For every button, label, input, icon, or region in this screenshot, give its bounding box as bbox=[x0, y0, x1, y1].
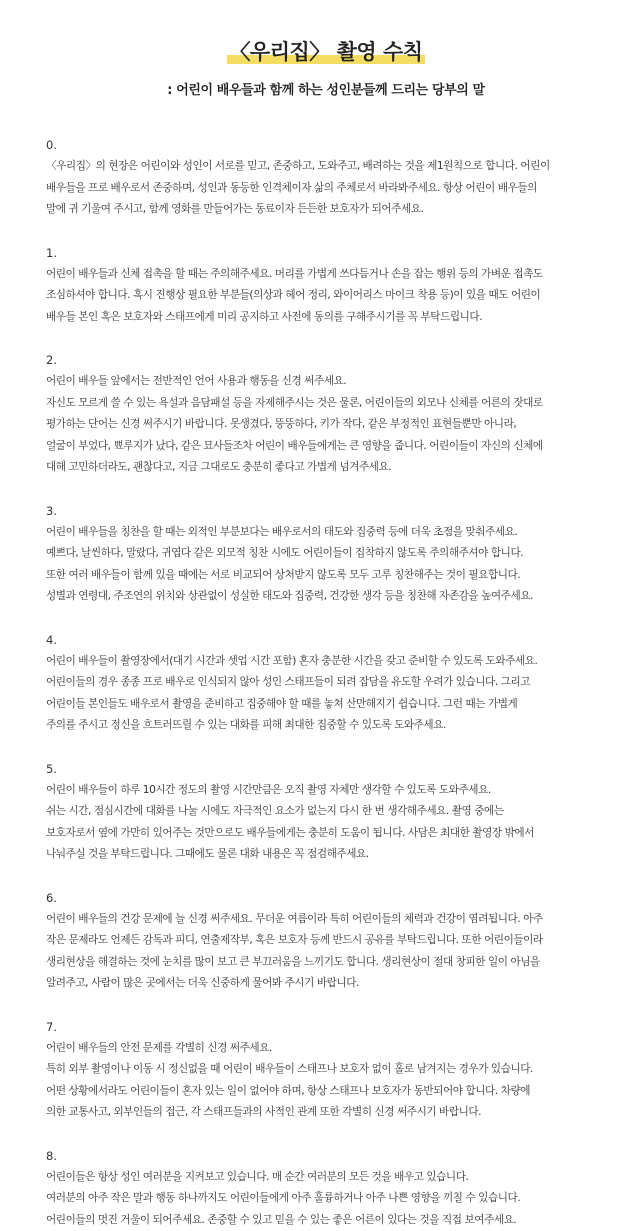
rule-text-line: 어린이 배우들이 하루 10시간 정도의 촬영 시간만큼은 오직 촬영 자체만 생각할 수 있도록 도와주세요. bbox=[46, 780, 606, 802]
rule-section-3 bbox=[46, 500, 606, 608]
rule-text-line: 알려주고, 사람이 많은 곳에서는 더욱 신중하게 물어봐 주시기 바랍니다. bbox=[46, 973, 606, 995]
rule-text-line: 어린이들의 경우 종종 프로 배우로 인식되지 않아 성인 스태프들이 되려 잡담을 유도할 우려가 있습니다. 그리고 bbox=[46, 672, 606, 694]
rule-text-line: 어린이 배우들의 건강 문제에 늘 신경 써주세요. 무더운 여름이라 특히 어린이들의 체력과 건강이 염려됩니다. 아주 bbox=[46, 909, 606, 931]
rules-list bbox=[46, 134, 606, 1231]
rule-number: 8. bbox=[46, 1145, 606, 1167]
rule-section-5 bbox=[46, 758, 606, 866]
rule-text-line: 말에 귀 기울여 주시고, 함께 영화를 만들어가는 동료이자 든든한 보호자가 되어주세요. bbox=[46, 199, 606, 221]
rule-text-line: 어린이 배우들 앞에서는 전반적인 언어 사용과 행동을 신경 써주세요. bbox=[46, 371, 606, 393]
rule-text-line: 여러분의 아주 작은 말과 행동 하나까지도 어린이들에게 아주 훌륭하거나 아주 나쁜 영향을 끼칠 수 있습니다. bbox=[46, 1188, 606, 1210]
rule-section-8 bbox=[46, 1145, 606, 1231]
rule-number: 2. bbox=[46, 349, 606, 371]
rule-text-line: 어린이 배우들의 안전 문제를 각별히 신경 써주세요. bbox=[46, 1038, 606, 1060]
rule-text-line: 자신도 모르게 쓸 수 있는 욕설과 음담패설 등을 자제해주시는 것은 물론, 어린이들의 외모나 신체를 어른의 잣대로 bbox=[46, 393, 606, 415]
title-area bbox=[46, 0, 606, 74]
rule-text-line: 어린이들 본인들도 배우로서 촬영을 준비하고 집중해야 할 때를 놓쳐 산만해지기 쉽습니다. 그런 때는 가볍게 bbox=[46, 694, 606, 716]
rule-text-line: 어린이들의 멋진 거울이 되어주세요. 존중할 수 있고 믿을 수 있는 좋은 어른이 있다는 것을 직접 보여주세요. bbox=[46, 1210, 606, 1231]
rule-number: 1. bbox=[46, 242, 606, 264]
rule-text-line: 특히 외부 촬영이나 이동 시 정신없을 때 어린이 배우들이 스태프나 보호자 없이 홀로 남겨지는 경우가 있습니다. bbox=[46, 1059, 606, 1081]
rule-number: 5. bbox=[46, 758, 606, 780]
rule-text-line: 쉬는 시간, 점심시간에 대화를 나눌 시에도 자극적인 요소가 없는지 다시 한 번 생각해주세요. 촬영 중에는 bbox=[46, 801, 606, 823]
rule-text-line: 보호자로서 옆에 가만히 있어주는 것만으로도 배우들에게는 충분히 도움이 됩니다. 사담은 최대한 촬영장 밖에서 bbox=[46, 823, 606, 845]
page-subtitle: : 어린이 배우들과 함께 하는 성인분들께 드리는 당부의 말 bbox=[46, 82, 606, 100]
rule-text-line: 얼굴이 부었다, 뾰루지가 났다, 같은 묘사들조차 어린이 배우들에게는 큰 영향을 줍니다. 어린이들이 자신의 신체에 bbox=[46, 436, 606, 458]
rule-number: 6. bbox=[46, 887, 606, 909]
rule-text-line: 작은 문제라도 언제든 감독과 피디, 연출제작부, 혹은 보호자 등께 반드시 공유를 부탁드립니다. 또한 어린이들이라 bbox=[46, 930, 606, 952]
rule-text-line: 배우들 본인 혹은 보호자와 스태프에게 미리 공지하고 사전에 동의를 구해주시기를 꼭 부탁드립니다. bbox=[46, 307, 606, 329]
rule-text-line: 주의를 주시고 정신을 흐트러뜨릴 수 있는 대화를 피해 최대한 집중할 수 있도록 도와주세요. bbox=[46, 715, 606, 737]
rule-text-line: 예쁘다, 날씬하다, 말랐다, 귀엽다 같은 외모적 칭찬 시에도 어린이들이 집착하지 않도록 주의해주셔야 합니다. bbox=[46, 543, 606, 565]
page-title: 〈우리집〉 촬영 수칙 bbox=[229, 38, 422, 66]
rule-text-line: 또한 여러 배우들이 함께 있을 때에는 서로 비교되어 상처받지 않도록 모두 고루 칭찬해주는 것이 필요합니다. bbox=[46, 565, 606, 587]
rule-section-2 bbox=[46, 349, 606, 479]
rule-number: 3. bbox=[46, 500, 606, 522]
rule-text-line: 조심하셔야 합니다. 혹시 진행상 필요한 부분들(의상과 헤어 정리, 와이어리스 마이크 착용 등)이 있을 때도 어린이 bbox=[46, 285, 606, 307]
rule-text-line: 의한 교통사고, 외부인들의 접근, 각 스태프들과의 사적인 관계 또한 각별히 신경 써주시기 바랍니다. bbox=[46, 1102, 606, 1124]
rule-text-line: 생리현상을 해결하는 것에 눈치를 많이 보고 큰 부끄러움을 느끼기도 합니다. 생리현상이 절대 창피한 일이 아님을 bbox=[46, 952, 606, 974]
rule-text-line: 어린이들은 항상 성인 여러분을 지켜보고 있습니다. 매 순간 여러분의 모든 것을 배우고 있습니다. bbox=[46, 1167, 606, 1189]
rule-text-line: 평가하는 단어는 신경 써주시기 바랍니다. 못생겼다, 뚱뚱하다, 키가 작다, 같은 부정적인 표현들뿐만 아니라, bbox=[46, 414, 606, 436]
rule-section-0 bbox=[46, 134, 606, 221]
rule-text-line: 어떤 상황에서라도 어린이들이 혼자 있는 일이 없어야 하며, 항상 스태프나 보호자가 동반되어야 합니다. 차량에 bbox=[46, 1081, 606, 1103]
rule-section-7 bbox=[46, 1016, 606, 1124]
rule-number: 7. bbox=[46, 1016, 606, 1038]
rule-text-line: 어린이 배우들을 칭찬을 할 때는 외적인 부분보다는 배우로서의 태도와 집중력 등에 더욱 초점을 맞춰주세요. bbox=[46, 522, 606, 544]
rule-number: 0. bbox=[46, 134, 606, 156]
rule-text-line: 〈우리집〉의 현장은 어린이와 성인이 서로를 믿고, 존중하고, 도와주고, 배려하는 것을 제1원칙으로 합니다. 어린이 bbox=[46, 156, 606, 178]
rule-section-6 bbox=[46, 887, 606, 995]
rule-section-4 bbox=[46, 629, 606, 737]
rule-number: 4. bbox=[46, 629, 606, 651]
rule-text-line: 어린이 배우들이 촬영장에서(대기 시간과 셋업 시간 포함) 혼자 충분한 시간을 갖고 준비할 수 있도록 도와주세요. bbox=[46, 651, 606, 673]
rule-text-line: 대해 고민하더라도, 괜찮다고, 지금 그대로도 충분히 좋다고 가볍게 넘겨주세요. bbox=[46, 457, 606, 479]
rule-text-line: 성별과 연령대, 주조연의 위치와 상관없이 성실한 태도와 집중력, 건강한 생각 등을 칭찬해 자존감을 높여주세요. bbox=[46, 586, 606, 608]
rule-text-line: 어린이 배우들과 신체 접촉을 할 때는 주의해주세요. 머리를 가볍게 쓰다듬거나 손을 잡는 행위 등의 가벼운 접촉도 bbox=[46, 264, 606, 286]
rule-text-line: 나눠주실 것을 부탁드립니다. 그때에도 물론 대화 내용은 꼭 점검해주세요. bbox=[46, 844, 606, 866]
rule-section-1 bbox=[46, 242, 606, 329]
rule-text-line: 배우들을 프로 배우로서 존중하며, 성인과 동등한 인격체이자 삶의 주체로서 바라봐주세요. 항상 어린이 배우들의 bbox=[46, 178, 606, 200]
